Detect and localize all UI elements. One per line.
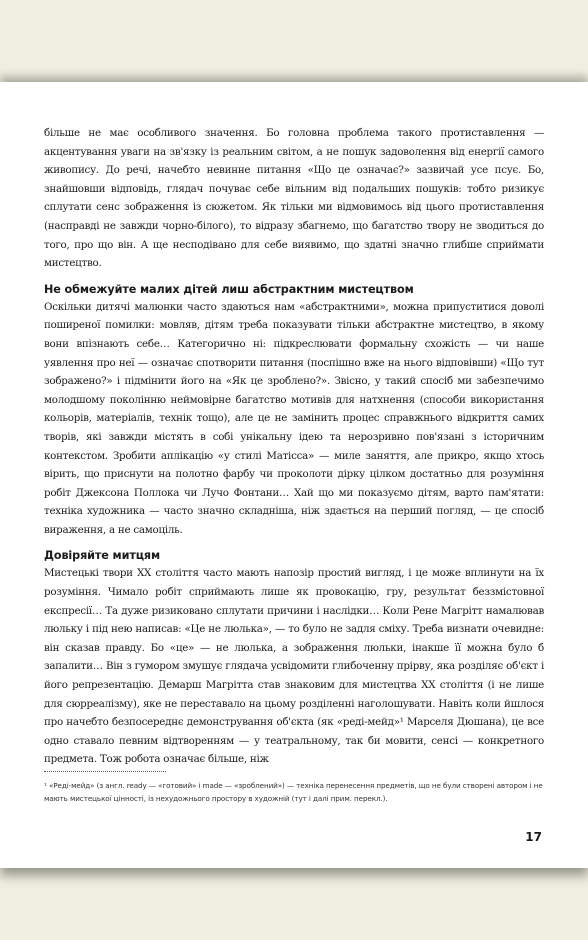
- section-heading-1: Не обмежуйте малих дітей лиш абстрактним мистецтвом: [44, 282, 414, 296]
- footnote-divider: [44, 771, 166, 772]
- page-number: 17: [525, 830, 542, 844]
- book-page: [0, 82, 588, 868]
- paragraph-3: Мистецькі твори XX століття часто мають напозір простий вигляд, і це може вплинути на їх розуміння. Чимало робіт сприймають лише як провокацію, гру, результат беззмістовної експресії… Та дуже ризиковано сплутати причини і наслідки… Коли Рене Магрітт намалював люльку і під нею написав: «Це не люлька», — то було не задля сміху. Треба визнати очевидне: він сказав правду. Бо «це» — не люлька, а зображення люльки, інакше її можна було б запалити… Він з гумором змушує глядача усвідомити глибоченну прірву, яка розділяє об'єкт і його репрезентацію. Демарш Магрітта став знаковим для мистецтва XX століття (і не лише для сюрреалізму), яке не переставало на цьому розділенні наголошувати. Навіть коли йшлося про начебто безпосереднє демонстрування об'єкта (як «реді-мейд»¹ Марселя Дюшана), це все одно ставало певним відтворенням — у театральному, так би мовити, сенсі — конкретного предмета. Тож робота означає більше, ніж: [44, 567, 544, 766]
- section-heading-2: Довіряйте митцям: [44, 549, 161, 563]
- footnote: ¹ «Реді-мейд» (з англ. ready — «готовий» і made — «зроблений») — техніка перенесення предметів, що не були створені автором і не мають мистецької цінності, із нехудожнього простору в художній (тут і далі прим. перекл.).: [44, 781, 543, 803]
- page-content: [44, 124, 544, 769]
- paragraph-1: більше не має особливого значення. Бо головна проблема такого протиставлення — акцентування уваги на зв'язку із реальним світом, а не пошук задоволення від енергії самого живопису. До речі, начебто невинне питання «Що це означає?» зазвичай усе псує. Бо, знайшовши відповідь, глядач почуває себе вільним від подальших пошуків: тобто ризикує сплутати сенс зображення із сюжетом. Як тільки ми відмовимось від цього протиставлення (насправді не завжди чорно-білого), то відразу збагнемо, що багатство твору не зводиться до того, про що він. А ще несподівано для себе виявимо, що здатні значно глибше сприймати мистецтво.: [44, 127, 544, 270]
- paragraph-2: Оскільки дитячі малюнки часто здаються нам «абстрактними», можна припуститися доволі поширеної помилки: мовляв, дітям треба показувати тільки абстрактне мистецтво, в якому вони впізнають себе… Категорично ні: підкреслювати формальну схожість — чи наше уявлення про неї — означає спотворити питання (поспішно вже на нього відповівши) «Що тут зображено?» і підмінити його на «Як це зроблено?». Звісно, у такий спосіб ми забезпечимо молодшому поколінню неймовірне багатство мотивів для натхнення (способи використання кольорів, матеріалів, технік тощо), але це не замінить процес справжнього відкриття самих творів, які завжди містять в собі унікальну ідею та нерозривно пов'язані з історичним контекстом. Зробити аплікацію «у стилі Матісса» — миле заняття, але прикро, якщо хтось вірить, що приснути на полотно фарбу чи проколоти дірку цілком достатньо для розуміння робіт Джексона Поллока чи Лучо Фонтани… Хай що ми показуємо дітям, варто пам'ятати: техніка художника — часто значно складніша, ніж здається на перший погляд, — це спосіб вираження, а не самоціль.: [44, 300, 544, 536]
